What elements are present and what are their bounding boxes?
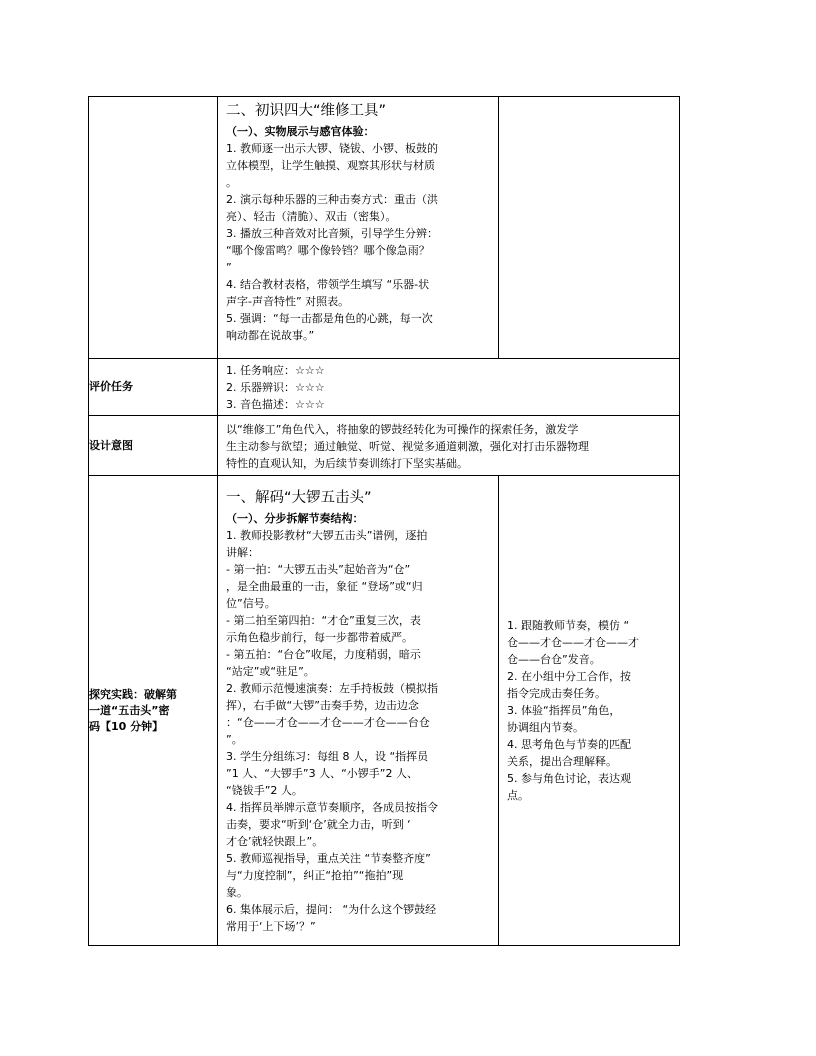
text-line: - 第一拍：“大锣五击头”起始音为“仓”: [226, 563, 411, 576]
practice-heading: 一、解码“大锣五击头”: [226, 490, 372, 506]
text-line: 3. 学生分组练习：每组 8 人，设 “指挥员: [226, 750, 429, 763]
text-line: 5. 强调：“每一击都是角色的心跳，每一次: [226, 312, 433, 325]
text-line: 与“力度控制”，纠正“抢拍”“拖拍”现: [226, 869, 404, 882]
text-line: ，是全曲最重的一击，象征 “登场”或“归: [226, 580, 423, 593]
text-line: 2. 教师示范慢速演奏：左手持板鼓（模拟指: [226, 682, 438, 695]
text-line: 。: [226, 176, 237, 189]
text-line: 5. 教师巡视指导，重点关注 “节奏整齐度”: [226, 852, 431, 865]
text-line: 协调组内节奏。: [507, 721, 584, 734]
design-content: [218, 416, 680, 476]
section-heading: 二、初识四大“维修工具”: [226, 103, 387, 119]
practice-label-lines: [89, 687, 217, 735]
text-line: 讲解：: [226, 546, 259, 559]
text-line: 2. 乐器辨识：☆☆☆: [226, 381, 325, 394]
evaluation-content: [218, 359, 680, 416]
text-line: 1. 教师逐一出示大锣、铙钹、小锣、板鼓的: [226, 142, 438, 155]
practice-lines: [226, 527, 492, 935]
text-line: ”。: [226, 733, 243, 746]
text-line: 点。: [507, 789, 529, 802]
text-line: 象。: [226, 886, 248, 899]
section-tools-lines: [226, 140, 492, 344]
text-line: 特性的直观认知，为后续节奏训练打下坚实基础。: [226, 457, 468, 470]
text-line: 挥），右手做“大锣”击奏手势，边击边念: [226, 699, 419, 712]
student-lines: [507, 617, 673, 804]
text-line: 3. 音色描述：☆☆☆: [226, 398, 325, 411]
text-line: 响动都在说故事。”: [226, 329, 315, 342]
text-line: 5. 参与角色讨论，表达观: [507, 772, 631, 785]
row-design-intent: [89, 416, 680, 476]
design-lines: [226, 421, 673, 472]
text-line: - 第五拍：“台仓”收尾，力度稍弱，暗示: [226, 648, 421, 661]
text-line: 才仓’就轻快跟上”。: [226, 835, 324, 848]
text-line: 关系，提出合理解释。: [507, 755, 617, 768]
text-line: ：“仓——才仓——才仓——才仓——台仓: [226, 716, 430, 729]
text-line: - 第二拍至第四拍：“才仓”重复三次，表: [226, 614, 421, 627]
student-activity: [499, 476, 680, 946]
text-line: 1. 跟随教师节奏，模仿 “: [507, 619, 630, 632]
text-line: 仓——才仓——才仓——才: [507, 636, 639, 649]
design-label: 设计意图: [89, 416, 218, 476]
text-line: ”: [226, 261, 232, 274]
evaluation-label: 评价任务: [89, 359, 218, 416]
text-line: 以“维修工”角色代入，将抽象的锣鼓经转化为可操作的探索任务，激发学: [226, 423, 579, 436]
text-line: 码【10 分钟】: [89, 719, 164, 733]
text-line: ”1 人、“大锣手”3 人、“小锣手”2 人、: [226, 767, 418, 780]
text-line: 1. 教师投影教材“大锣五击头”谱例，逐拍: [226, 529, 428, 542]
text-line: “铙钹手”2 人。: [226, 784, 303, 797]
text-line: “站定”或“驻足”。: [226, 665, 315, 678]
practice-content: [218, 476, 499, 946]
text-line: 2. 演示每种乐器的三种击奏方式：重击（洪: [226, 193, 438, 206]
text-line: 指令完成击奏任务。: [507, 687, 606, 700]
text-line: 4. 结合教材表格，带领学生填写 “乐器-状: [226, 278, 430, 291]
text-line: 4. 思考角色与节奏的匹配: [507, 738, 631, 751]
text-line: 3. 播放三种音效对比音频，引导学生分辨：: [226, 227, 438, 240]
practice-subheading: （一）、分步拆解节奏结构：: [226, 512, 364, 525]
empty-label-cell: [89, 97, 218, 359]
practice-label: [89, 476, 218, 946]
section-subheading: （一）、实物展示与感官体验：: [226, 125, 375, 138]
row-evaluation: [89, 359, 680, 416]
text-line: 2. 在小组中分工合作，按: [507, 670, 631, 683]
text-line: 6. 集体展示后，提问： “为什么这个锣鼓经: [226, 903, 437, 916]
text-line: 4. 指挥员举牌示意节奏顺序，各成员按指令: [226, 801, 438, 814]
empty-student-cell: [499, 97, 680, 359]
text-line: 立体模型，让学生触摸、观察其形状与材质: [226, 159, 435, 172]
text-line: 仓——台仓”发音。: [507, 653, 601, 666]
lesson-plan-table: [88, 96, 680, 946]
section-tools-content: [218, 97, 499, 359]
text-line: 探究实践：破解第: [89, 687, 177, 701]
text-line: 亮）、轻击（清脆）、双击（密集）。: [226, 210, 397, 223]
text-line: 声字-声音特性” 对照表。: [226, 295, 350, 308]
row-section-tools: [89, 97, 680, 359]
text-line: 3. 体验“指挥员”角色，: [507, 704, 621, 717]
text-line: “哪个像雷鸣？哪个像铃铛？哪个像急雨？: [226, 244, 430, 257]
evaluation-items: [226, 362, 673, 413]
text-line: 示角色稳步前行，每一步都带着威严。: [226, 631, 413, 644]
text-line: 位”信号。: [226, 597, 276, 610]
text-line: 1. 任务响应：☆☆☆: [226, 364, 325, 377]
text-line: 击奏，要求“听到‘仓’就全力击，听到 ‘: [226, 818, 411, 831]
text-line: 生主动参与欲望；通过触觉、听觉、视觉多通道刺激，强化对打击乐器物理: [226, 440, 589, 453]
text-line: 常用于‘上下场’？”: [226, 920, 316, 933]
row-practice: [89, 476, 680, 946]
text-line: 一道“五击头”密: [89, 703, 170, 717]
